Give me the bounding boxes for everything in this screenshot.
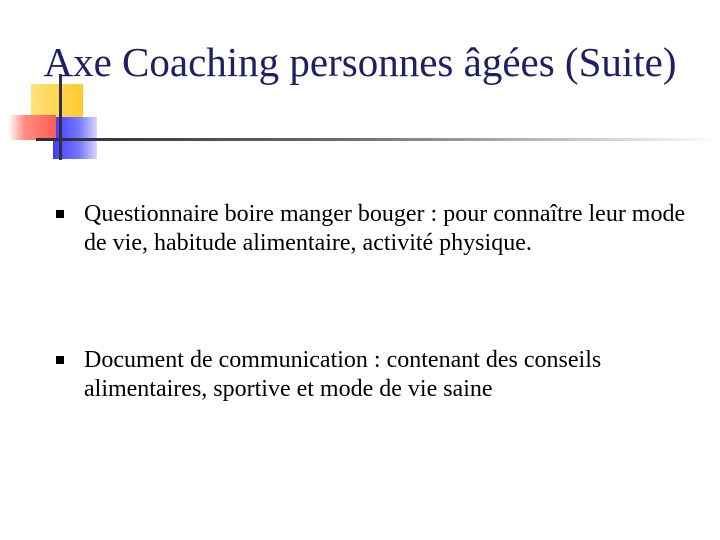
slide-title: Axe Coaching personnes âgées (Suite) [43,39,677,85]
bullet-item-text: Document de communication : contenant des conseils alimentaires, sportive et mode de vie saine [84,347,602,402]
square-bullet-icon [56,356,64,364]
bullet-item-text: Questionnaire boire manger bouger : pour connaître leur mode de vie, habitude alimentaire, activité physique. [84,201,686,256]
square-bullet-icon [56,210,64,218]
